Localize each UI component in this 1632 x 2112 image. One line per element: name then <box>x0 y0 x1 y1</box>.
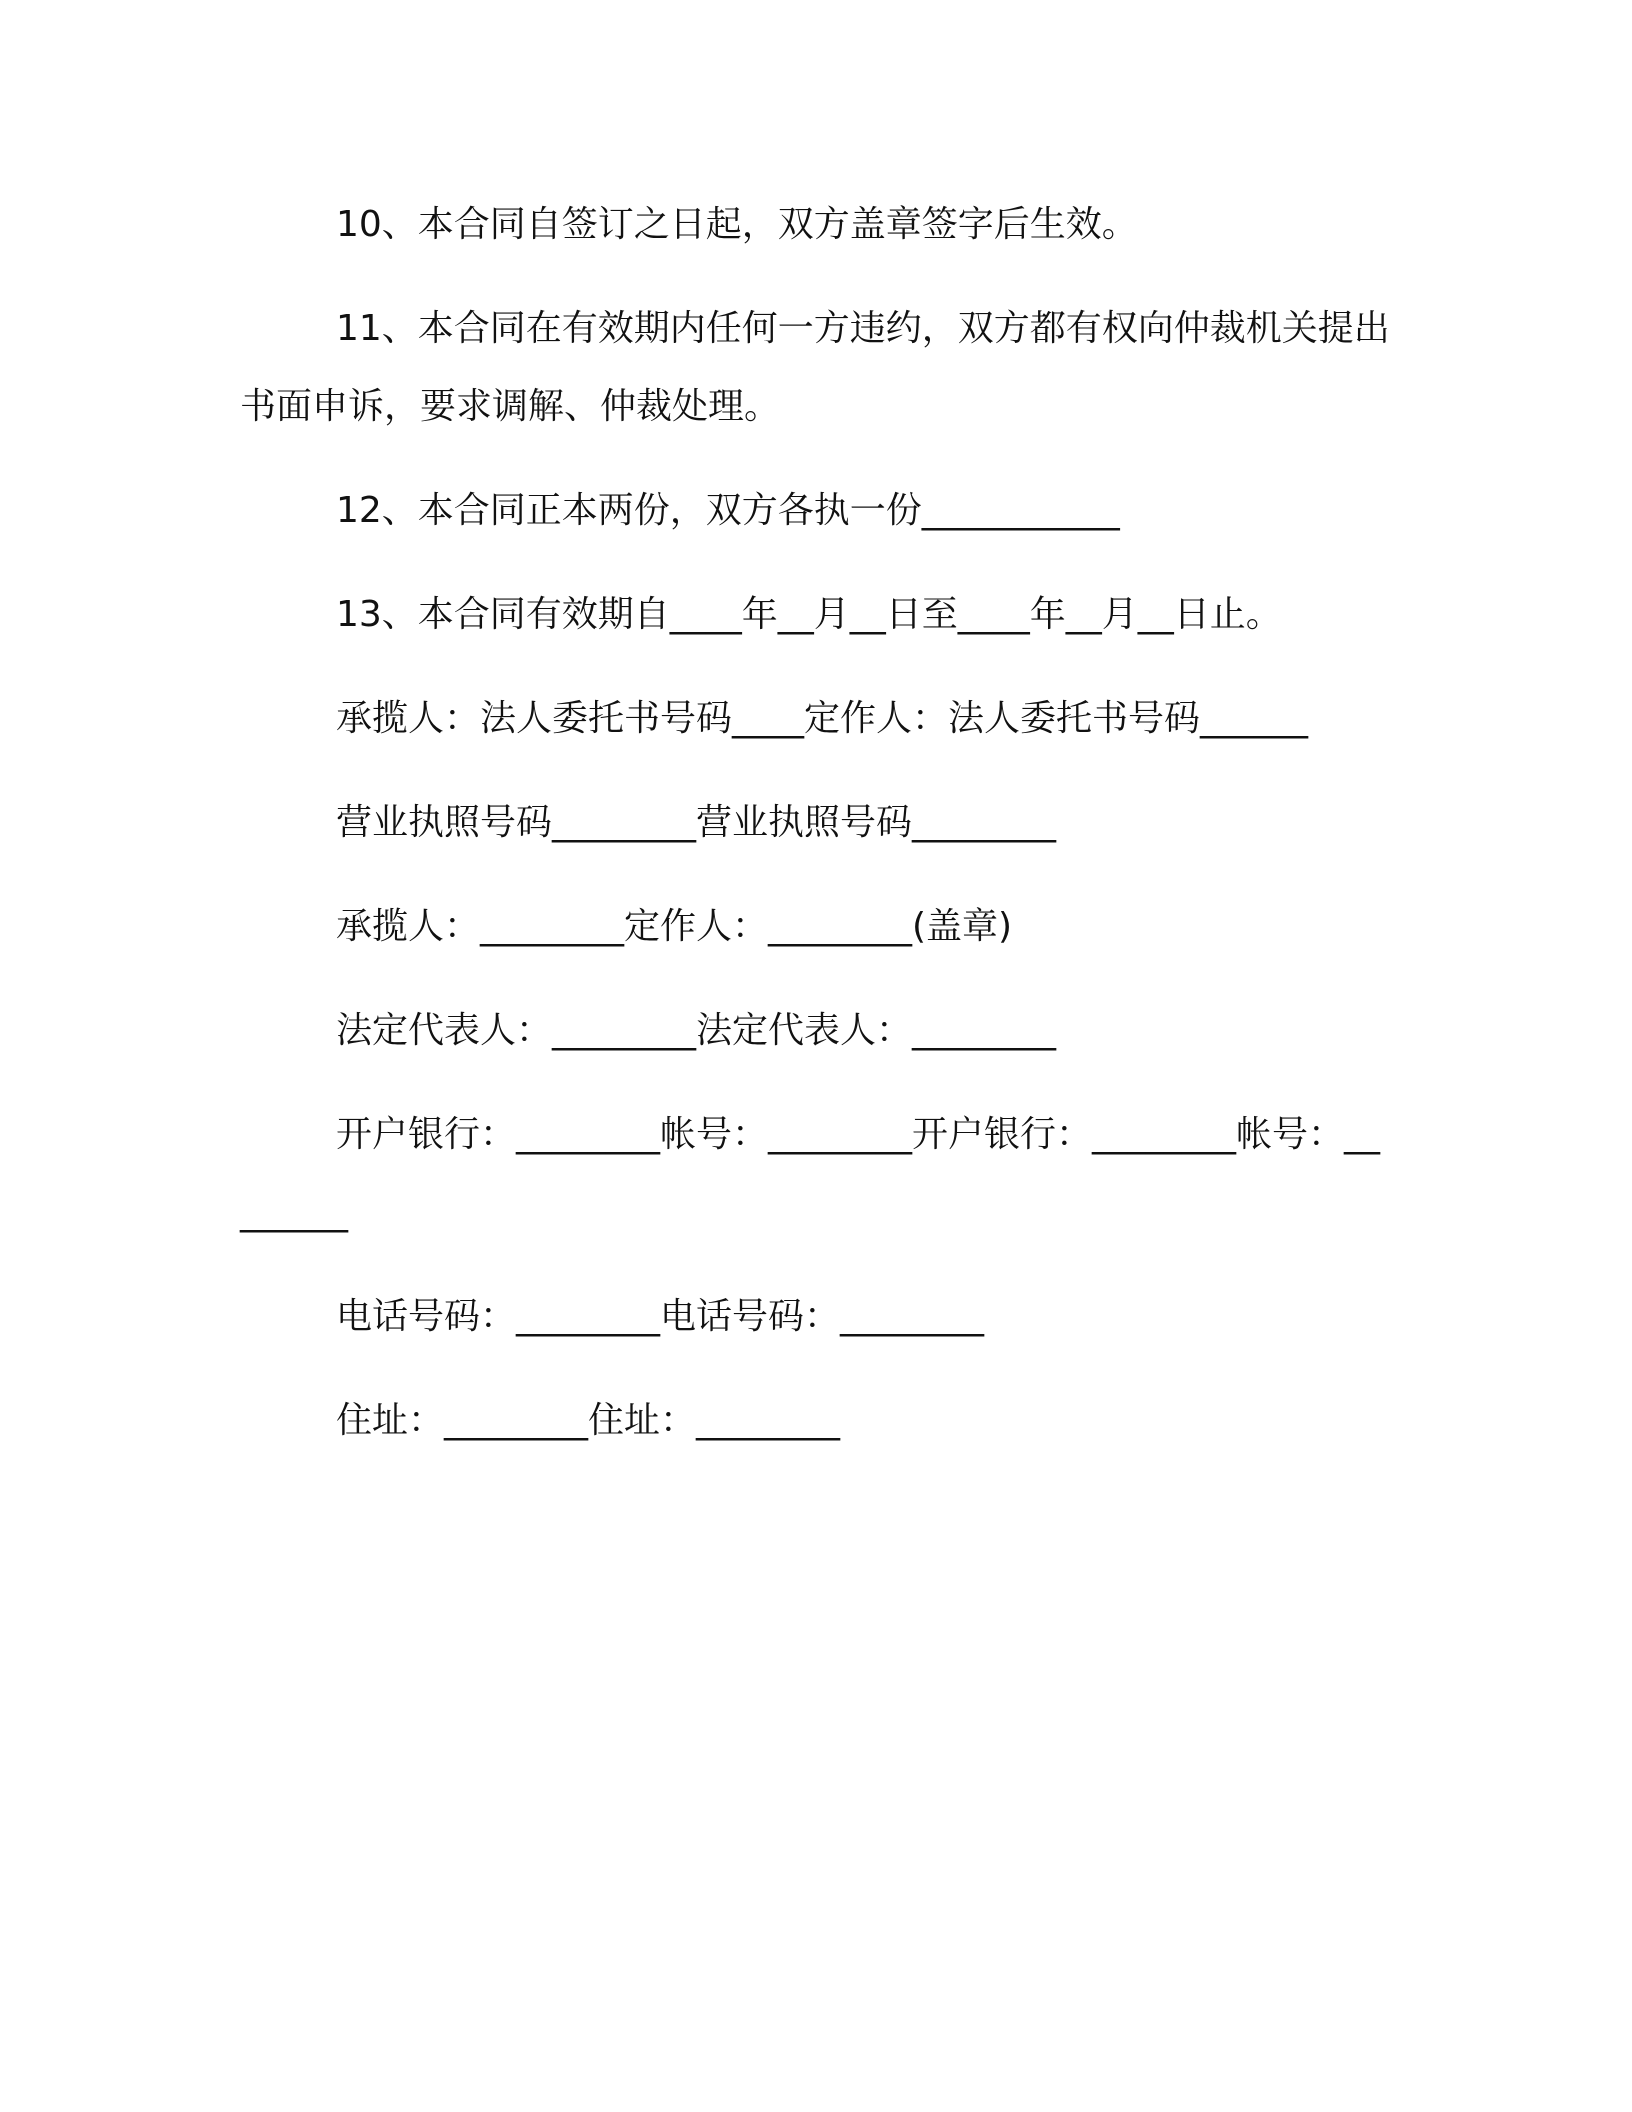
address-line: 住址：________住址：________ <box>336 1400 841 1441</box>
document-body <box>240 186 1390 1486</box>
clause-10: 10、本合同自签订之日起，双方盖章签字后生效。 <box>336 204 1138 245</box>
bank-account-line: 开户银行：________帐号：________开户银行：________帐号：________ <box>240 1114 1381 1233</box>
phone-number-line: 电话号码：________电话号码：________ <box>336 1296 985 1337</box>
party-seal-line: 承揽人：________定作人：________(盖章) <box>336 906 1013 947</box>
clause-11: 11、本合同在有效期内任何一方违约，双方都有权向仲裁机关提出书面申诉，要求调解、仲裁处理。 <box>240 308 1390 427</box>
clause-13: 13、本合同有效期自____年__月__日至____年__月__日止。 <box>336 594 1282 635</box>
clause-12: 12、本合同正本两份，双方各执一份___________ <box>336 490 1120 531</box>
attorney-letter-number-line: 承揽人：法人委托书号码____定作人：法人委托书号码______ <box>336 698 1309 739</box>
business-license-line: 营业执照号码________营业执照号码________ <box>336 802 1057 843</box>
legal-representative-line: 法定代表人：________法定代表人：________ <box>336 1010 1057 1051</box>
